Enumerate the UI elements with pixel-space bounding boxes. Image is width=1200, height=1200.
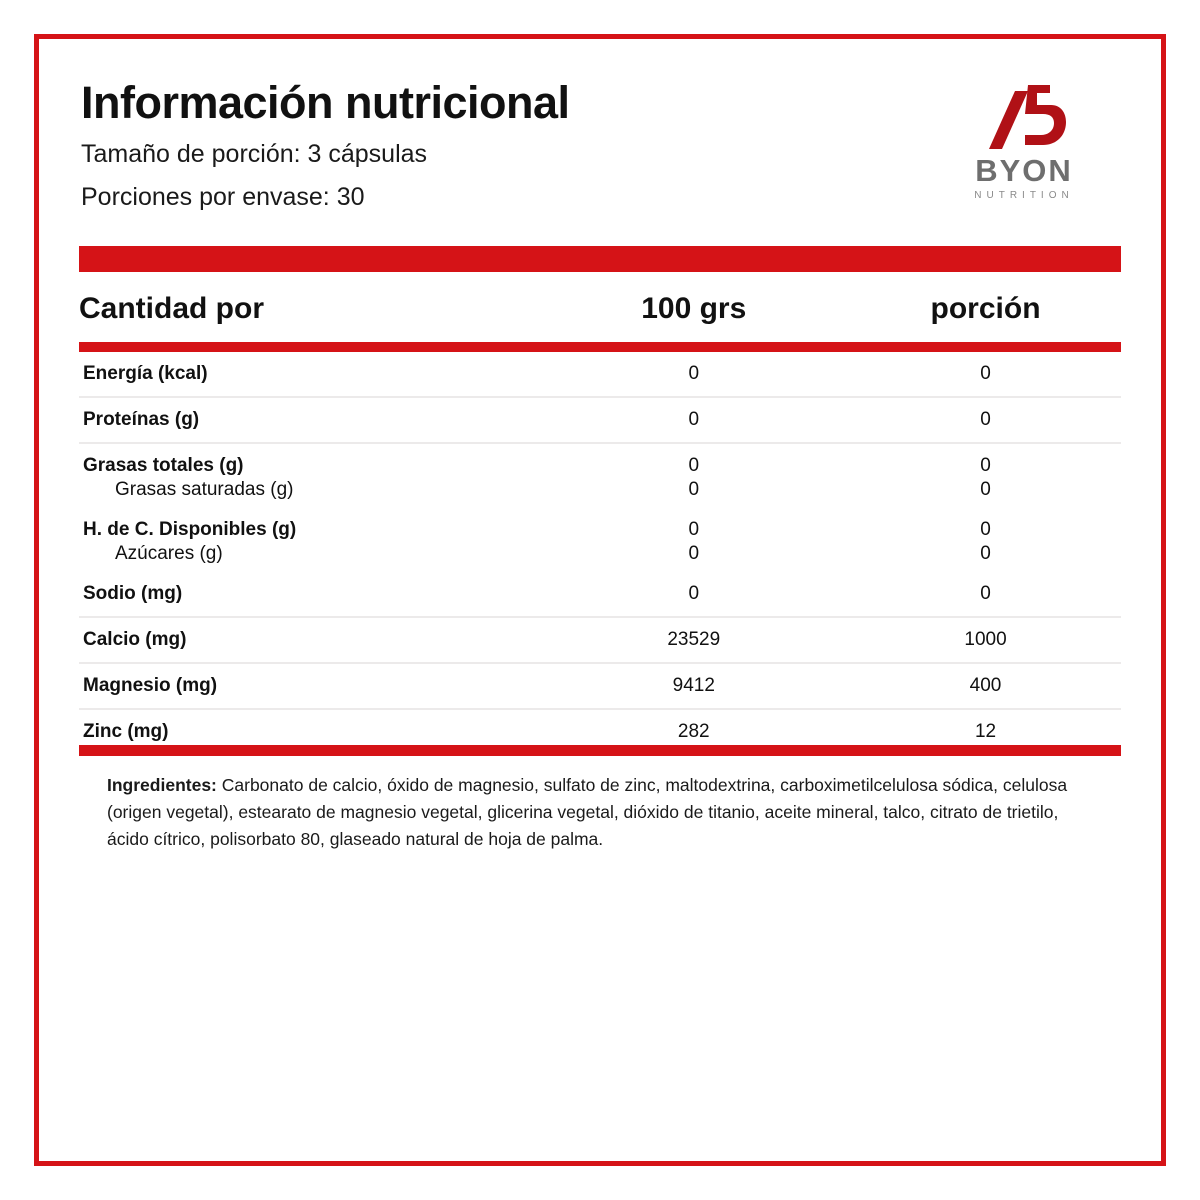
accent-bar-bottom [79, 745, 1121, 756]
row-label: Calcio (mg) [79, 617, 537, 663]
row-value-per100: 23529 [537, 617, 850, 663]
accent-bar-header-rule [79, 342, 1121, 352]
table-header-row [79, 272, 1121, 342]
row-label: Grasas totales (g) [83, 454, 244, 476]
row-value-perserving: 0 [980, 518, 991, 540]
page-title: Información nutricional [81, 77, 570, 128]
row-value-perserving: 0 [980, 478, 991, 500]
row-label: Energía (kcal) [79, 352, 537, 397]
row-value-per100: 0 [688, 478, 700, 500]
row-value-perserving: 400 [850, 663, 1121, 709]
column-header-amount: Cantidad por [79, 291, 264, 325]
table-row [79, 397, 1121, 443]
table-row [79, 709, 1121, 745]
table-row [79, 663, 1121, 709]
row-value-perserving: 0 [850, 397, 1121, 443]
byon-b-mark-icon [939, 83, 1109, 151]
ingredients-label: Ingredientes: [107, 774, 217, 795]
row-label: Zinc (mg) [83, 720, 169, 742]
row-value-per100: 0 [688, 518, 700, 540]
nutrition-table [79, 272, 1121, 342]
brand-logo [939, 83, 1109, 201]
row-value-perserving: 12 [974, 720, 997, 742]
serving-size-text: Tamaño de porción: 3 cápsulas [81, 139, 428, 168]
table-row [79, 617, 1121, 663]
row-label: H. de C. Disponibles (g) [83, 518, 297, 540]
row-value-perserving: 0 [850, 572, 1121, 617]
row-label: Azúcares (g) [115, 542, 223, 564]
accent-bar-top [79, 246, 1121, 272]
row-value-per100: 0 [537, 352, 850, 397]
table-row-sub [79, 543, 1121, 572]
row-value-perserving: 0 [850, 352, 1121, 397]
brand-tagline: NUTRITION [974, 190, 1074, 201]
table-row [79, 508, 1121, 543]
column-header-perserving: porción [930, 291, 1041, 325]
row-value-per100: 282 [677, 720, 710, 742]
brand-wordmark: BYON [975, 153, 1073, 188]
table-row-sub [79, 479, 1121, 508]
row-label: Proteínas (g) [79, 397, 537, 443]
label-frame [34, 34, 1166, 1166]
row-value-perserving: 0 [980, 542, 991, 564]
row-value-per100: 0 [537, 572, 850, 617]
ingredients-section [79, 758, 1121, 853]
row-value-perserving: 0 [980, 454, 991, 476]
table-row [79, 443, 1121, 479]
row-value-perserving: 1000 [850, 617, 1121, 663]
ingredients-text: Carbonato de calcio, óxido de magnesio, sulfato de zinc, maltodextrina, carboximetilcelulosa sódica, celulosa (origen vegetal), estearato de magnesio vegetal, glicerina vegetal, dióxido de titanio, aceite mineral, talco, citrato de trietilo, ácido cítrico, polisorbato 80, glaseado natural de hoja de palma. [107, 774, 1068, 849]
column-header-per100: 100 grs [641, 291, 747, 325]
row-value-per100: 0 [688, 454, 700, 476]
row-label: Sodio (mg) [79, 572, 537, 617]
row-value-per100: 0 [537, 397, 850, 443]
row-label: Magnesio (mg) [79, 663, 537, 709]
servings-per-container-text: Porciones por envase: 30 [81, 183, 365, 212]
nutrition-table-body [79, 352, 1121, 745]
table-row [79, 352, 1121, 397]
table-row [79, 572, 1121, 617]
label-header [79, 77, 1121, 216]
row-value-per100: 9412 [537, 663, 850, 709]
row-label: Grasas saturadas (g) [115, 478, 294, 500]
row-value-per100: 0 [688, 542, 700, 564]
